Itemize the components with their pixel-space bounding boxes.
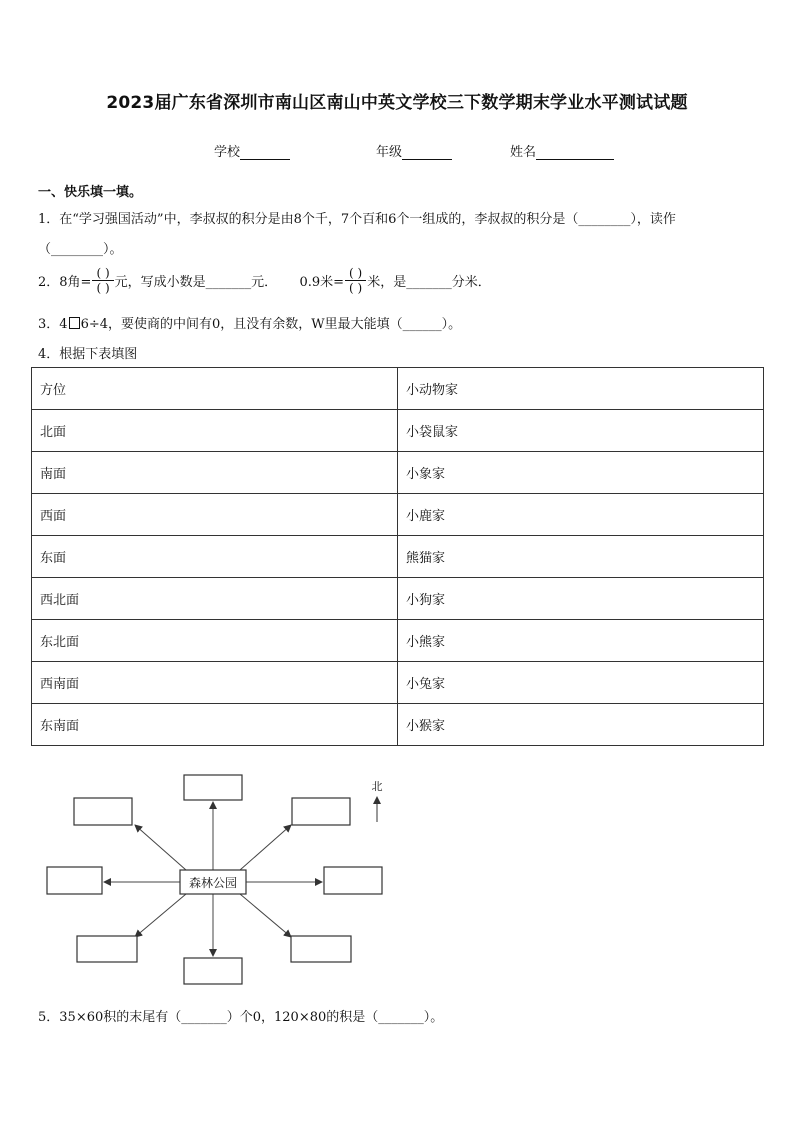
arrow-northeast	[240, 825, 291, 870]
table-row	[32, 536, 764, 578]
forest-park-label: 森林公园	[188, 876, 238, 890]
table-cell: 小猴家	[398, 704, 764, 746]
grade-field	[376, 141, 452, 160]
school-label: 学校	[214, 145, 241, 160]
table-row	[32, 368, 764, 410]
school-blank[interactable]	[240, 145, 290, 160]
fraction-blank-1[interactable]	[92, 266, 113, 295]
table-cell: 南面	[32, 452, 398, 494]
page-title: 2023届广东省深圳市南山区南山中英文学校三下数学期末学业水平测试试题	[106, 93, 688, 113]
table-row	[32, 704, 764, 746]
answer-box-northeast[interactable]	[292, 798, 350, 825]
table-cell: 东南面	[32, 704, 398, 746]
answer-box-southeast[interactable]	[291, 936, 351, 962]
table-cell: 小袋鼠家	[398, 410, 764, 452]
answer-box-west[interactable]	[47, 867, 102, 894]
table-cell: 东北面	[32, 620, 398, 662]
table-cell: 东面	[32, 536, 398, 578]
digit-box-icon	[69, 317, 80, 329]
question-2	[38, 268, 491, 297]
name-field	[510, 141, 614, 160]
question-2-part-a: 8角=	[59, 275, 92, 290]
table-row	[32, 452, 764, 494]
table-row	[32, 578, 764, 620]
arrow-southeast	[240, 894, 291, 937]
question-4-heading: 4．根据下表填图	[38, 347, 138, 362]
table-cell: 西北面	[32, 578, 398, 620]
school-field	[214, 141, 290, 160]
table-cell: 小兔家	[398, 662, 764, 704]
direction-table	[31, 367, 764, 746]
table-cell: 北面	[32, 410, 398, 452]
table-row	[32, 410, 764, 452]
table-cell: 小鹿家	[398, 494, 764, 536]
fraction-denominator: ( )	[96, 281, 110, 295]
north-label: 北	[371, 780, 383, 793]
table-cell: 小象家	[398, 452, 764, 494]
fraction-numerator: ( )	[92, 266, 113, 281]
table-cell: 小狗家	[398, 578, 764, 620]
answer-box-northwest[interactable]	[74, 798, 132, 825]
table-row	[32, 662, 764, 704]
question-3-expr-b: 6÷4	[80, 317, 108, 332]
section-heading: 一、快乐填一填。	[38, 185, 143, 200]
table-cell: 小熊家	[398, 620, 764, 662]
grade-blank[interactable]	[402, 145, 452, 160]
answer-box-south[interactable]	[184, 958, 242, 984]
table-row	[32, 620, 764, 662]
arrow-northwest	[135, 825, 186, 870]
question-2-part-d: 米，是_______分米．	[367, 275, 491, 290]
question-1-line-1: 1．在“学习强国活动”中，李叔叔的积分是由8个千，7个百和6个一组成的，李叔叔的积分是（________），读作	[38, 212, 676, 227]
table-cell: 方位	[32, 368, 398, 410]
question-3-number: 3．	[38, 317, 60, 332]
arrow-southwest	[135, 894, 186, 937]
table-cell: 小动物家	[398, 368, 764, 410]
name-label: 姓名	[510, 145, 537, 160]
table-cell: 西面	[32, 494, 398, 536]
fraction-denominator: ( )	[349, 281, 363, 295]
answer-box-north[interactable]	[184, 775, 242, 800]
question-3-text: ，要使商的中间有0，且没有余数，W里最大能填（______）。	[108, 317, 462, 332]
fraction-numerator: ( )	[345, 266, 366, 281]
question-2-number: 2．	[38, 275, 60, 290]
answer-box-east[interactable]	[324, 867, 382, 894]
question-3-expr-a: 4	[59, 317, 68, 332]
question-5: 5．35×60积的末尾有（_______）个0，120×80的积是（_______）。	[38, 1010, 444, 1025]
grade-label: 年级	[376, 145, 403, 160]
fraction-blank-2[interactable]	[345, 266, 366, 295]
table-cell: 西南面	[32, 662, 398, 704]
question-1-line-2: （________）。	[38, 242, 123, 257]
question-2-part-b: 元，写成小数是_______元．	[114, 275, 278, 290]
table-cell: 熊猫家	[398, 536, 764, 578]
table-row	[32, 494, 764, 536]
direction-diagram	[0, 760, 794, 1000]
name-blank[interactable]	[536, 145, 614, 160]
question-3	[38, 313, 461, 332]
answer-box-southwest[interactable]	[77, 936, 137, 962]
question-2-part-c: 0.9米=	[299, 275, 345, 290]
